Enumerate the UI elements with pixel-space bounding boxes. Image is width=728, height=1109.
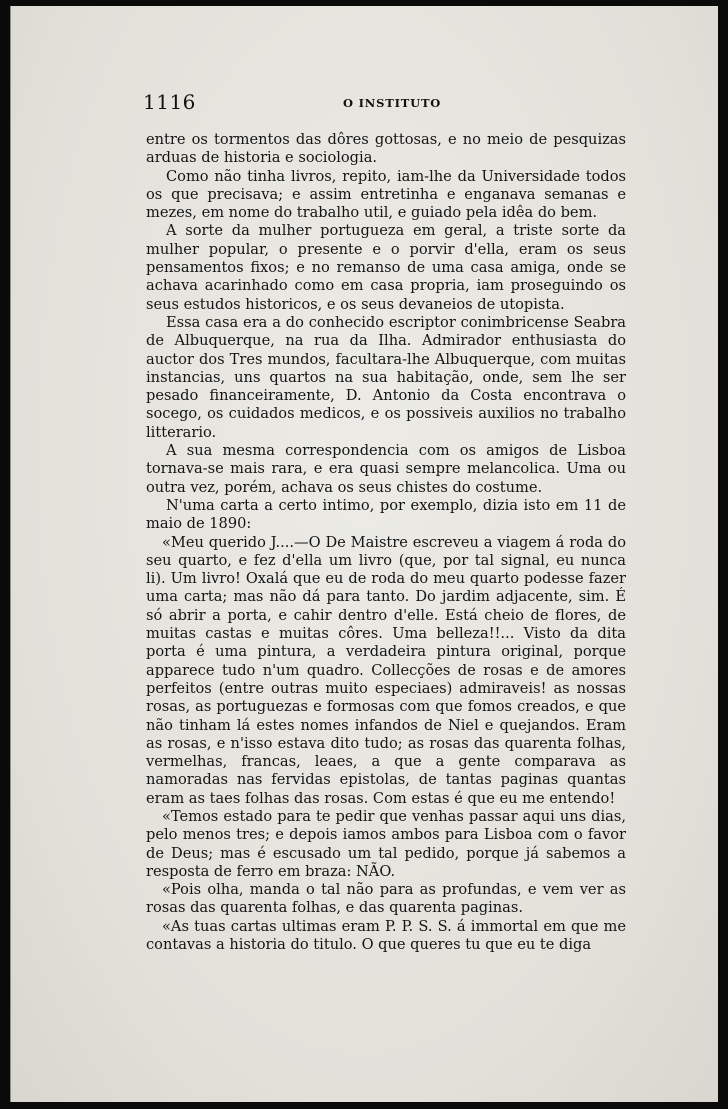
page-header — [143, 90, 628, 120]
paragraph: Como não tinha livros, repito, iam-lhe da Universidade todos os que precisava; e assim entretinha e enganava semanas e mezes, em nome do trabalho util, e guiado pela idêa do bem. — [146, 167, 626, 222]
paragraph: A sorte da mulher portugueza em geral, a triste sorte da mulher popular, o presente e o porvir d'ella, eram os seus pensamentos fixos; e no remanso de uma casa amiga, onde se achava acarinhado como em casa propria, iam proseguindo os seus estudos historicos, e os seus devaneios de utopista. — [146, 222, 626, 313]
letter-paragraph: «Pois olha, manda o tal não para as profundas, e vem ver as rosas das quarenta folhas, e das quarenta paginas. — [146, 881, 626, 917]
paragraph: N'uma carta a certo intimo, por exemplo, dizia isto em 11 de maio de 1890: — [146, 496, 626, 533]
letter-paragraph: «Temos estado para te pedir que venhas passar aqui uns dias, pelo menos tres; e depois iamos ambos para Lisboa com o favor de Deus; mas é escusado um tal pedido, porque já sabemos a resposta de ferro em braza: NÃO. — [146, 807, 626, 880]
paragraph: Essa casa era a do conhecido escriptor conimbricense Seabra de Albuquerque, na rua da Ilha. Admirador enthusiasta do auctor dos Tres mundos, facultara-lhe Albuquerque, com muitas instancias, uns quartos na sua habitação, onde, sem lhe ser pesado financeiramente, D. Antonio da Costa encontrava o socego, os cuidados medicos, e os possiveis auxilios no trabalho litterario. — [146, 313, 626, 441]
body-text — [146, 131, 626, 954]
letter-paragraph: «Meu querido J....—O De Maistre escreveu a viagem á roda do seu quarto, e fez d'ella um livro (que, por tal signal, eu nunca li). Um livro! Oxalá que eu de roda do meu quarto podesse fazer uma carta; mas não dá para tanto. Do jardim adjacente, sim. É só abrir a porta, e cahir dentro d'elle. Está cheio de flores, de muitas castas e muitas côres. Uma belleza!!... Visto da dita porta é uma pintura, a verdadeira pintura original, porque apparece tudo n'um quadro. Collecções de rosas e de amores perfeitos (entre outras muito especiaes) admiraveis! as nossas rosas, as portuguezas e formosas com que fomos creados, e que não tinham lá estes nomes infandos de Niel e quejandos. Eram as rosas, e n'isso estava dito tudo; as rosas das quarenta folhas, vermelhas, francas, leaes, a que a gente comparava as namoradas nas fervidas epistolas, de tantas paginas quantas eram as taes folhas das rosas. Com estas é que eu me entendo! — [146, 533, 626, 807]
page-number: 1116 — [143, 90, 196, 114]
running-head: O INSTITUTO — [343, 96, 442, 110]
letter-paragraph: «As tuas cartas ultimas eram P. P. S. S. á immortal em que me contavas a historia do titulo. O que queres tu que eu te diga — [146, 917, 626, 954]
paragraph: A sua mesma correspondencia com os amigos de Lisboa tornava-se mais rara, e era quasi sempre melancolica. Uma ou outra vez, porém, achava os seus chistes do costume. — [146, 442, 626, 496]
paragraph: entre os tormentos das dôres gottosas, e no meio de pesquizas arduas de historia e sociologia. — [146, 131, 626, 167]
page-edge-line — [10, 6, 11, 1102]
